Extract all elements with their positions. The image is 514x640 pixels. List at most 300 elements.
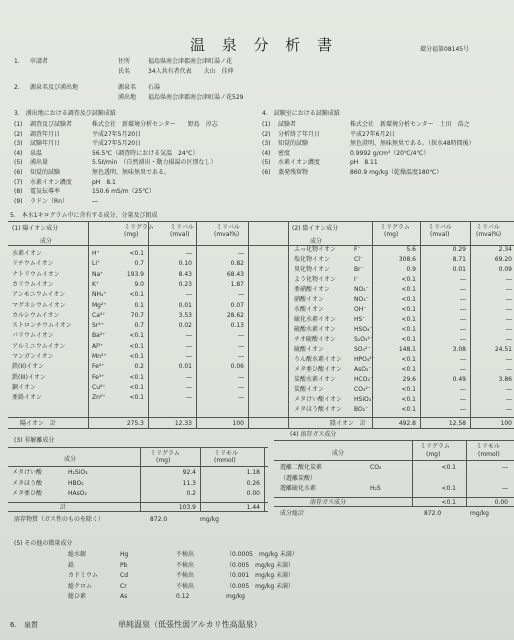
gas-mg: <0.1	[441, 485, 456, 492]
ion-table-col	[148, 221, 149, 428]
nd-formula: HBO₂	[68, 479, 84, 487]
s4-row-value: 無色澄明、無味無臭である。（採水48時間後）	[350, 140, 475, 148]
cation-mg: <0.1	[129, 383, 144, 391]
s2-label: 源泉名及び湧出地	[30, 84, 79, 91]
nd-bottom	[8, 511, 268, 512]
cation-pct: ―	[238, 373, 244, 381]
anion-mg: <0.1	[401, 326, 416, 333]
anion-formula: S₂O₃²⁻	[354, 336, 373, 343]
anion-pct: 0.09	[498, 266, 512, 273]
s4-row-key: 水素イオン濃度	[278, 159, 320, 167]
cation-formula: Mn²⁺	[92, 353, 107, 360]
nd-h-mg-unit: (mg)	[156, 457, 171, 464]
s4-row-value: 860.9 mg/kg（乾燥温度180℃）	[350, 169, 443, 176]
cation-pct: 0.06	[230, 363, 244, 371]
s1-name-key: 氏名	[118, 68, 131, 75]
cation-pct: 68.43	[226, 270, 244, 278]
cation-total-mval: 12.33	[174, 420, 192, 427]
s3-row-num: (2)	[14, 130, 23, 138]
nd-h-mm-unit: (mmol)	[214, 457, 236, 464]
s3-row-key: 泉温	[30, 149, 43, 157]
gas-mm: ―	[502, 464, 508, 471]
cation-name: ナトリウムイオン	[12, 270, 60, 278]
s1-name-value: 34人共有者代表 大山 佳伸	[148, 68, 234, 75]
anion-mval: ―	[460, 296, 466, 303]
gas-total-mg: <0.1	[441, 499, 456, 506]
s3-row-key: 知覚的試験	[30, 169, 61, 176]
s4-row-key: 知覚的試験	[278, 140, 309, 148]
s3-row-value: ―	[92, 197, 98, 205]
cation-mg: 0.7	[134, 260, 144, 268]
cation-pct: ―	[238, 353, 244, 360]
anion-mg: 148.1	[398, 346, 416, 353]
cation-mg: <0.1	[129, 353, 144, 360]
anion-mg: 0.9	[406, 266, 416, 273]
anion-mval: ―	[460, 356, 466, 363]
anion-name: りん酸水素イオン	[294, 356, 342, 363]
trace-formula: Cr	[120, 582, 127, 590]
cation-h-mval: ミリバル	[170, 224, 194, 231]
s3-row-value: 平成27年5月20日	[92, 140, 142, 148]
s3-row-num: (4)	[14, 149, 23, 157]
anion-h-mg-unit: (mg)	[384, 231, 399, 238]
cation-h-pct-unit: (mval%)	[214, 231, 240, 238]
cation-mg: <0.1	[129, 342, 144, 350]
cation-name: カルシウムイオン	[12, 311, 60, 319]
anion-pct: 69.20	[494, 256, 512, 263]
s4-row-value: 平成27年6月2日	[350, 130, 396, 138]
trace-formula: Hg	[120, 551, 129, 558]
gas-h-mm-unit: (mmol)	[478, 451, 500, 458]
gas-name: 遊離硫化水素	[280, 485, 317, 492]
nd-col	[264, 447, 265, 511]
s3-row-num: (5)	[14, 159, 23, 167]
cation-pct: 0.82	[230, 260, 244, 268]
cation-mg: <0.1	[129, 373, 144, 381]
cation-mval: 8.43	[178, 270, 192, 278]
s3-row-value: 150.6 mS/m（25℃）	[92, 188, 155, 196]
trace-name: 鉛	[68, 561, 75, 569]
nd-mg: 11.3	[182, 479, 196, 487]
s3-row-value: 平成27年5月20日	[92, 130, 142, 138]
anion-h-mval-unit: (mval)	[430, 231, 450, 238]
cation-h-mg-unit: (mg)	[124, 231, 139, 238]
cation-name: 鉄(II)イオン	[12, 363, 45, 371]
cation-mval: 0.10	[178, 260, 192, 268]
cation-name: アンモニウムイオン	[12, 291, 66, 299]
cation-name: 水素イオン	[12, 250, 42, 257]
gas-total-top	[274, 497, 514, 498]
gas-total-label: 溶存ガス成分	[310, 499, 347, 506]
ion-table-col	[248, 221, 249, 428]
anion-name: チオ硫酸イオン	[294, 336, 336, 343]
anion-h-pct: ミリバル	[476, 224, 500, 231]
anion-mval: ―	[460, 316, 466, 323]
cation-h-pct: ミリバル	[216, 224, 240, 231]
cation-h-mg: ミリグラム	[124, 224, 154, 231]
trace-value: 0.12	[176, 593, 190, 600]
anion-formula: OH⁻	[354, 306, 367, 313]
cation-pct: ―	[238, 291, 244, 299]
anion-formula: AsO₂⁻	[354, 366, 372, 373]
anion-mg: <0.1	[401, 336, 416, 343]
s4-row-num: (4)	[262, 149, 271, 157]
ion-table-total-top	[8, 417, 514, 418]
cation-formula: Cu²⁺	[92, 383, 106, 391]
cation-mval: ―	[186, 342, 192, 350]
nd-top	[8, 447, 268, 448]
anion-mg: <0.1	[401, 406, 416, 413]
ion-table-col	[88, 221, 89, 428]
gas-h-comp: 成分	[332, 450, 345, 457]
ion-table-col	[420, 221, 421, 428]
cation-formula: NH₄⁺	[92, 291, 107, 299]
gas-formula: CO₂	[370, 464, 382, 471]
s2-loc-key: 湧出地	[118, 94, 137, 101]
anion-mval: ―	[460, 406, 466, 413]
gas-sum-value: 872.0	[424, 510, 442, 517]
nd-formula: HAsO₂	[68, 490, 87, 497]
cation-name: マンガンイオン	[12, 353, 54, 360]
anion-h-mval: ミリバル	[428, 224, 452, 231]
ion-table-col	[470, 221, 471, 428]
anion-name: メタけい酸イオン	[294, 396, 342, 403]
gas-name: 遊離二酸化炭素	[280, 464, 323, 471]
cation-formula: Zn²⁺	[92, 394, 106, 402]
anion-mg: <0.1	[401, 396, 416, 403]
trace-qualifier: （0.005 mg/kg 未満）	[226, 582, 295, 590]
cation-pct: ―	[238, 383, 244, 391]
nd-formula: H₂SiO₃	[68, 469, 88, 476]
nd-col	[140, 447, 141, 511]
s4-row-num: (5)	[262, 159, 271, 167]
s1-addr-key: 住所	[118, 58, 131, 65]
s3-row-value: 株式会社 新環境分析センター 野島 淳志	[92, 121, 218, 128]
cation-name: 亜鉛イオン	[12, 394, 42, 402]
gas-sum-unit: mg/kg	[470, 510, 489, 517]
anion-mg: <0.1	[401, 286, 416, 293]
nd-mg: 92.4	[182, 469, 196, 476]
nd-h-comp: 成分	[64, 456, 77, 463]
gas-h-mg-unit: (mg)	[426, 451, 441, 458]
anion-total-pct: 100	[500, 420, 512, 427]
trace-formula: As	[120, 593, 128, 600]
nd-dissolved-unit: mg/kg	[200, 516, 219, 523]
s4-row-key: 蒸発残留物	[278, 169, 309, 176]
anion-mval: ―	[460, 286, 466, 293]
anion-mval: ―	[460, 396, 466, 403]
cation-name: 鉄(III)イオン	[12, 373, 46, 381]
cation-pct: 1.87	[230, 280, 244, 288]
trace-name: 総水銀	[68, 551, 87, 558]
s3-row-key: 電気伝導率	[30, 188, 61, 196]
s3b-title: (3) 非解離成分	[14, 437, 55, 444]
anion-mval: ―	[460, 386, 466, 393]
cation-mg: 0.7	[134, 322, 144, 330]
anion-pct: ―	[506, 296, 512, 303]
s1-label: 申請者	[30, 58, 49, 65]
trace-qualifier: （0.005 mg/kg 未満）	[226, 561, 295, 569]
s4-row-num: (1)	[262, 121, 271, 128]
anion-subtitle: (2) 陰イオン成分	[292, 225, 339, 232]
cation-mg: <0.1	[129, 291, 144, 299]
gas-total-mm: 0.00	[494, 499, 508, 506]
anion-formula: Br⁻	[354, 266, 364, 273]
trace-formula: Cd	[120, 572, 128, 579]
anion-h-comp: 成分	[310, 238, 323, 245]
document-number: 環分福第08145号	[420, 46, 470, 53]
gas-mm: ―	[502, 485, 508, 492]
anion-name: ふっ化物イオン	[294, 246, 336, 253]
s3-row-num: (8)	[14, 188, 23, 196]
anion-pct: 2.34	[498, 246, 512, 253]
s4-row-value: 株式会社 新環境分析センター 土田 浩之	[350, 121, 470, 128]
nd-dissolved-value: 872.0	[150, 516, 168, 523]
anion-name: 炭酸水素イオン	[294, 376, 336, 383]
cation-pct: 0.13	[230, 322, 244, 330]
anion-name: 硫酸イオン	[294, 346, 324, 353]
anion-mg: <0.1	[401, 356, 416, 363]
anion-name: 炭酸イオン	[294, 386, 324, 393]
anion-mval: 0.29	[452, 246, 466, 253]
gas-bottom	[274, 506, 514, 507]
anion-mval: 3.08	[452, 346, 466, 353]
nd-total-label: 計	[60, 504, 67, 511]
trace-qualifier: （0.001 mg/kg 未満）	[226, 572, 295, 579]
anion-pct: ―	[506, 316, 512, 323]
trace-value: 不検出	[176, 582, 195, 590]
cation-formula: Ca²⁺	[92, 311, 106, 319]
anion-mval: 0.01	[452, 266, 466, 273]
cation-pct: ―	[238, 332, 244, 340]
anion-name: よう化物イオン	[294, 276, 336, 283]
anion-total-mg: 492.8	[398, 420, 416, 427]
nd-mm: 0.00	[246, 490, 260, 497]
gas-sum-label: 成分総計	[280, 510, 305, 517]
s2-src-value: 石湯	[148, 84, 161, 91]
s3-row-num: (3)	[14, 140, 23, 148]
s2-num: 2.	[14, 84, 20, 91]
anion-formula: CO₃²⁻	[354, 386, 371, 393]
anion-mval: 0.49	[452, 376, 466, 383]
cation-formula: Na⁺	[92, 270, 104, 278]
anion-name: 臭化物イオン	[294, 266, 330, 273]
anion-mval: ―	[460, 276, 466, 283]
cation-formula: Mg²⁺	[92, 301, 107, 309]
anion-formula: BO₂⁻	[354, 406, 369, 413]
anion-pct: ―	[506, 336, 512, 343]
trace-value: 不検出	[176, 572, 195, 579]
anion-mg: <0.1	[401, 366, 416, 373]
cation-name: アルミニウムイオン	[12, 342, 66, 350]
trace-formula: Pb	[120, 561, 128, 569]
s3-row-num: (9)	[14, 197, 23, 205]
anion-mval: ―	[460, 306, 466, 313]
s4b-title: (4) 溶存ガス成分	[290, 431, 337, 438]
trace-qualifier: （0.0005 mg/kg 未満）	[226, 551, 298, 558]
cation-mval: 0.01	[178, 301, 192, 309]
nd-h-mm: ミリモル	[214, 450, 239, 457]
cation-h-mval-unit: (mval)	[170, 231, 190, 238]
ion-table-col	[196, 221, 197, 428]
cation-mval: ―	[186, 394, 192, 402]
trace-name: 総クロム	[68, 582, 93, 590]
s4-row-num: (3)	[262, 140, 271, 148]
anion-name: メタ亜ひ酸イオン	[294, 366, 342, 373]
cation-subtitle: (1) 陽イオン成分	[12, 225, 59, 232]
cation-h-comp: 成分	[40, 238, 53, 245]
anion-name: 水酸イオン	[294, 306, 324, 313]
trace-value: 不検出	[176, 561, 195, 569]
cation-mval: ―	[186, 383, 192, 391]
nd-dissolved-label: 溶存物質（ガス性のものを除く）	[14, 516, 105, 523]
cation-mval: ―	[186, 291, 192, 299]
nd-mg: 0.2	[186, 490, 196, 497]
anion-formula: I⁻	[354, 276, 359, 283]
cation-formula: Fe³⁺	[92, 373, 105, 381]
cation-formula: Sr²⁺	[92, 322, 104, 330]
anion-total-mval: 12.58	[448, 420, 466, 427]
s1-addr-value: 福島県南会津郡南会津町湯ノ花	[148, 58, 233, 65]
nd-total-top	[8, 502, 268, 503]
s4-row-value: pH 8.11	[350, 159, 378, 167]
nd-mm: 0.26	[246, 479, 260, 487]
gas-col	[466, 440, 467, 506]
cation-formula: H⁺	[92, 250, 100, 257]
anion-formula: HSO₄⁻	[354, 326, 373, 333]
anion-pct: ―	[506, 396, 512, 403]
anion-pct: 24.51	[494, 346, 512, 353]
anion-mg: 29.6	[402, 376, 416, 383]
s3-row-key: 湧出量	[30, 159, 49, 167]
anion-h-mg: ミリグラム	[380, 224, 410, 231]
anion-pct: ―	[506, 286, 512, 293]
anion-pct: ―	[506, 306, 512, 313]
cation-mval: 0.23	[178, 280, 192, 288]
anion-formula: F⁻	[354, 246, 361, 253]
cation-name: リチウムイオン	[12, 260, 54, 268]
nd-total-mm: 1.44	[246, 504, 260, 511]
cation-pct: ―	[238, 342, 244, 350]
s4-row-num: (6)	[262, 169, 271, 176]
s4-row-num: (2)	[262, 130, 271, 138]
cation-formula: K⁺	[92, 280, 100, 288]
anion-formula: HCO₃⁻	[354, 376, 373, 383]
s3-row-key: 試験年月日	[30, 140, 61, 148]
s3-row-key: 調査年月日	[30, 130, 61, 138]
cation-mval: ―	[186, 250, 192, 257]
document-title: 温 泉 分 析 書	[190, 36, 339, 54]
gas-h-mg: ミリグラム	[420, 443, 450, 450]
anion-mg: 5.6	[406, 246, 416, 253]
gas-col	[412, 440, 413, 506]
nd-mm: 1.18	[246, 469, 260, 476]
anion-formula: Cl⁻	[354, 256, 364, 263]
cation-mg: 0.1	[134, 301, 144, 309]
s3-row-num: (6)	[14, 169, 23, 176]
anion-formula: HPO₄²⁻	[354, 356, 375, 363]
anion-mval: ―	[460, 326, 466, 333]
nd-total-mg: 103.9	[178, 504, 196, 511]
anion-formula: SO₄²⁻	[354, 346, 371, 353]
s3-row-value: pH 8.1	[92, 178, 116, 186]
anion-pct: ―	[506, 276, 512, 283]
s3-row-value: 56.5℃（調査時における気温 24℃）	[92, 149, 199, 157]
anion-mg: <0.1	[401, 316, 416, 323]
s4-row-value: 0.9992 g/cm³（20℃/4℃）	[350, 149, 430, 157]
s6-label: 泉質	[24, 621, 38, 629]
anion-mval: ―	[460, 366, 466, 373]
s6-num: 6.	[10, 621, 17, 629]
ion-table-col	[288, 221, 289, 428]
cation-mval: ―	[186, 332, 192, 340]
cation-mg: <0.1	[129, 332, 144, 340]
trace-name: 総ひ素	[68, 593, 87, 600]
trace-qualifier: mg/kg	[226, 593, 245, 600]
ion-table-top	[8, 221, 514, 222]
anion-name: 亜硝酸イオン	[294, 286, 330, 293]
s4-row-key: 密度	[278, 149, 291, 157]
gas-h-mm: ミリモル	[476, 443, 501, 450]
anion-formula: HS⁻	[354, 316, 366, 323]
cation-name: バリウムイオン	[12, 332, 54, 340]
anion-formula: HSiO₃⁻	[354, 396, 375, 403]
anion-h-pct-unit: (mval%)	[476, 231, 502, 238]
trace-value: 不検出	[176, 551, 195, 558]
cation-formula: Ba²⁺	[92, 332, 106, 340]
nd-head-bottom	[8, 466, 268, 467]
anion-name: メタほう酸イオン	[294, 406, 342, 413]
s3-row-key: 水素イオン濃度	[30, 178, 72, 186]
cation-pct: ―	[238, 394, 244, 402]
nd-name: メタ亜ひ酸	[12, 490, 43, 497]
gas-formula: H₂S	[370, 485, 381, 492]
s5b-title: (5) その他の微量成分	[14, 540, 73, 547]
cation-mg: 70.7	[130, 311, 144, 319]
cation-mg: <0.1	[129, 250, 144, 257]
s3-row-value: 5.5ℓ/min （自然湧出・動力揚湯の区別なし）	[92, 159, 217, 167]
s1-num: 1.	[14, 58, 20, 65]
anion-total-label: 陰イオン 計	[330, 420, 366, 427]
gas-mg: <0.1	[441, 464, 456, 471]
anion-pct: ―	[506, 406, 512, 413]
s3-title: 3. 湧出地における調査及び試験成績	[14, 110, 116, 117]
anion-mg: <0.1	[401, 276, 416, 283]
s5-title: 5. 本水1キログラム中に含有する成分、分量及び組成	[10, 212, 158, 219]
cation-name: ストロンチウムイオン	[12, 322, 72, 330]
gas-head-bottom	[274, 460, 514, 461]
cation-mval: 0.02	[178, 322, 192, 330]
cation-formula: Fe²⁺	[92, 363, 105, 371]
anion-mg: <0.1	[401, 296, 416, 303]
s4-title: 4. 試験室における試験成績	[262, 110, 340, 117]
anion-mval: ―	[460, 336, 466, 343]
s6-value: 単純温泉（低張性弱アルカリ性高温泉）	[118, 620, 262, 629]
cation-pct: 0.07	[230, 301, 244, 309]
anion-formula: NO₃⁻	[354, 296, 369, 303]
anion-name: 硝酸イオン	[294, 296, 324, 303]
s3-row-num: (7)	[14, 178, 23, 186]
s3-row-key: ラドン（Rn）	[30, 197, 68, 205]
s2-loc-value: 福島県南会津郡南会津町湯ノ花529	[148, 94, 244, 101]
nd-h-mg: ミリグラム	[150, 450, 180, 457]
cation-total-mg: 275.3	[126, 420, 144, 427]
cation-mval: 3.53	[178, 311, 192, 319]
ion-table-bottom	[8, 428, 514, 429]
cation-mg: 0.2	[134, 363, 144, 371]
s4-row-key: 分析終了年月日	[278, 130, 321, 138]
s2-src-key: 源泉名	[118, 84, 137, 91]
